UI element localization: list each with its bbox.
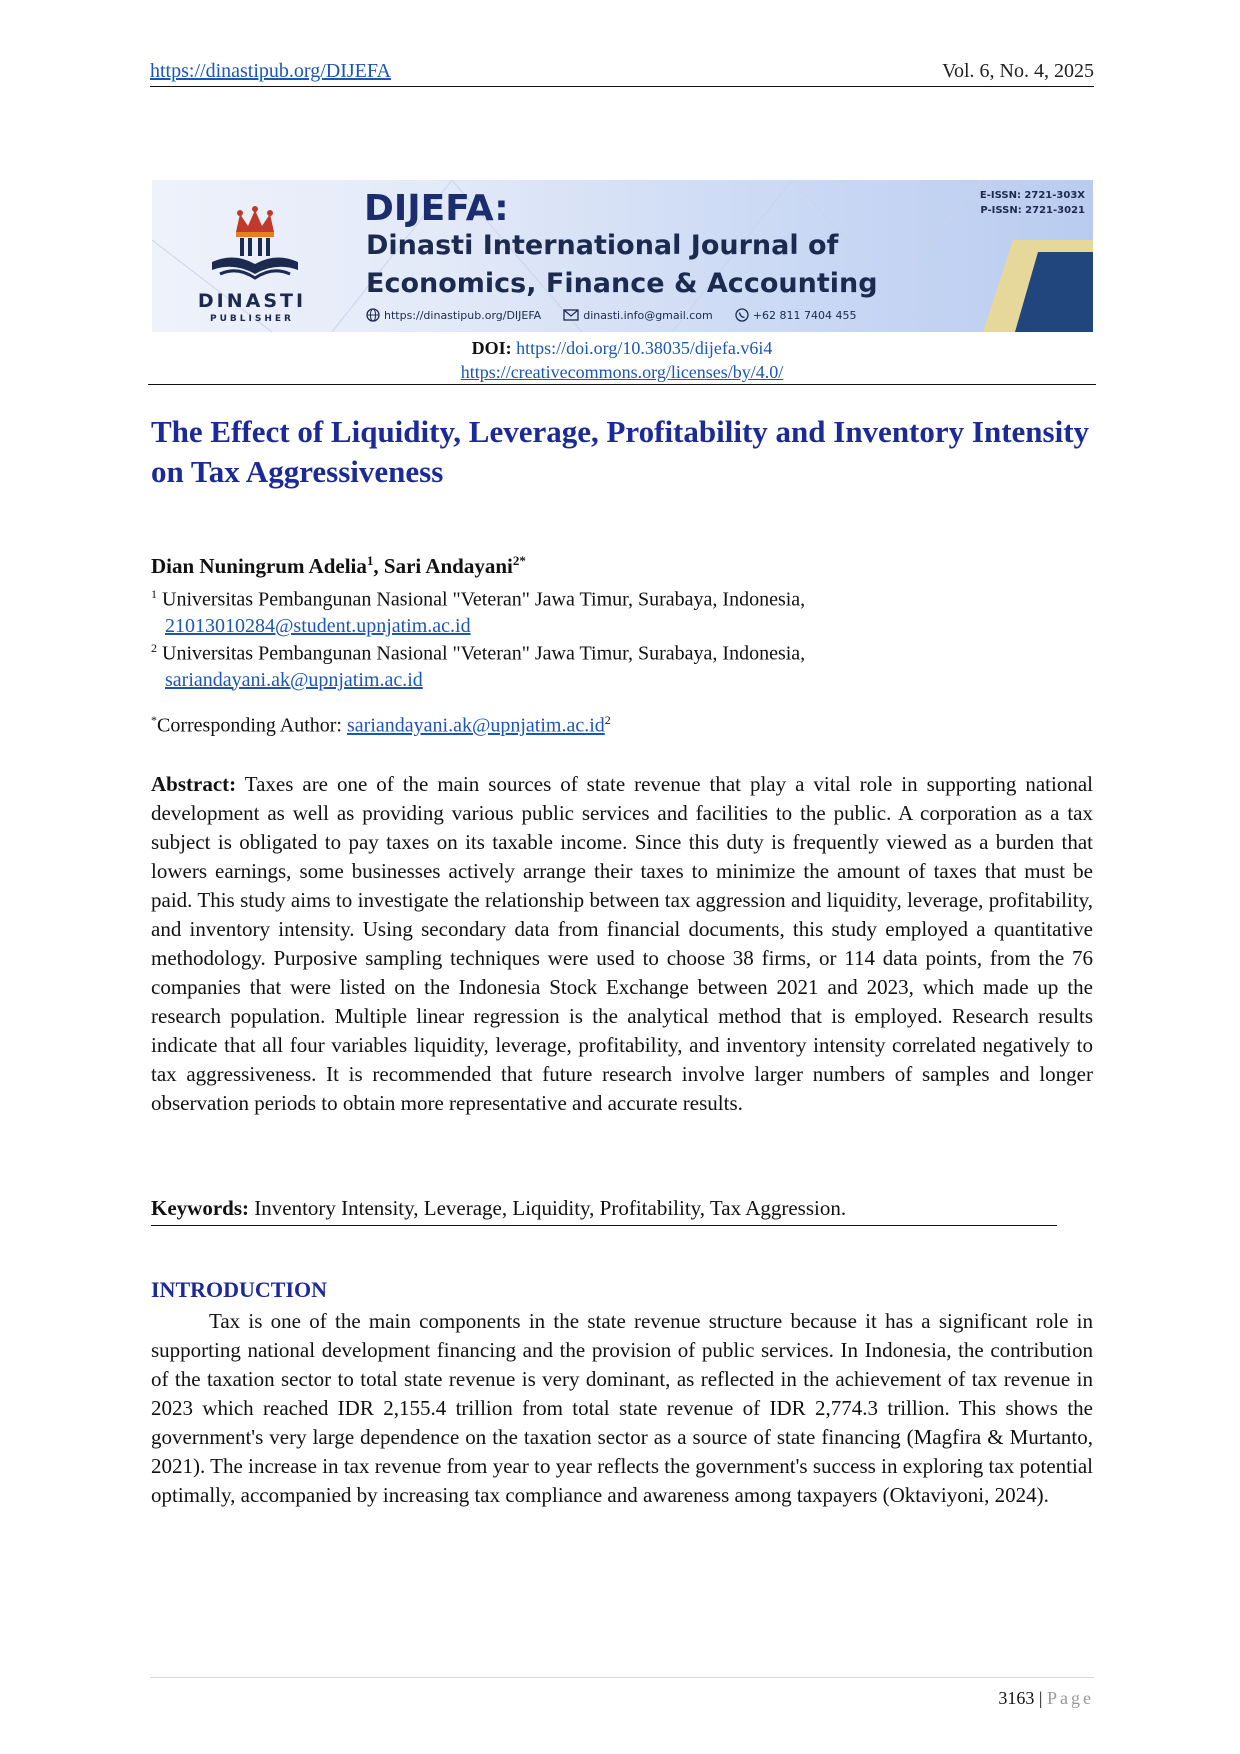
journal-abbreviation: DIJEFA: bbox=[364, 188, 509, 229]
license-link[interactable]: https://creativecommons.org/licenses/by/4.0/ bbox=[460, 362, 784, 382]
footer-separator: | bbox=[1034, 1688, 1047, 1708]
doi-label: DOI: bbox=[471, 338, 512, 358]
introduction-paragraph: Tax is one of the main components in the state revenue structure because it has a significant role in supporting national development financing and the provision of public services. In Indonesia, the contribution of the taxation sector to total state revenue is very dominant, as reflected in the achievement of tax revenue in 2023 which reached IDR 2,155.4 trillion from total state revenue of IDR 2,774.3 trillion. This shows the government's very large dependence on the taxation sector as a source of state financing (Magfira & Murtanto, 2021). The increase in tax revenue from year to year reflects the government's success in exploring tax potential optimally, accompanied by increasing tax compliance and awareness among taxpayers (Oktaviyoni, 2024). bbox=[151, 1309, 1093, 1507]
author-list bbox=[151, 553, 526, 579]
affiliation-1-text: Universitas Pembangunan Nasional "Veteran" Jawa Timur, Surabaya, Indonesia, bbox=[162, 588, 806, 611]
publisher-subtitle: PUBLISHER bbox=[210, 314, 294, 324]
globe-icon bbox=[366, 308, 380, 322]
pissn: P-ISSN: 2721-3021 bbox=[980, 205, 1085, 216]
page-footer bbox=[900, 1688, 1094, 1709]
author-separator: , bbox=[373, 554, 384, 578]
abstract-label: Abstract: bbox=[151, 772, 237, 796]
volume-info: Vol. 6, No. 4, 2025 bbox=[942, 60, 1094, 82]
phone-contact[interactable] bbox=[735, 308, 857, 322]
affiliation-2-email[interactable]: sariandayani.ak@upnjatim.ac.id bbox=[165, 668, 423, 691]
running-header bbox=[150, 58, 1094, 87]
keywords-label: Keywords: bbox=[151, 1196, 249, 1220]
page-label: Page bbox=[1047, 1688, 1094, 1708]
footer-divider bbox=[150, 1677, 1094, 1678]
email-contact[interactable] bbox=[563, 309, 713, 322]
corresponding-sup: 2 bbox=[604, 713, 611, 727]
affiliation-1-num: 1 bbox=[151, 587, 157, 601]
abstract-text: Taxes are one of the main sources of state revenue that play a vital role in supporting national development as well as providing various public services and facilities to the public. A corporation as a tax subject is obligated to pay taxes on its taxable income. Since this duty is frequently viewed as a burden that lowers earnings, some businesses actively arrange their taxes to minimize the amount of taxes that must be paid. This study aims to investigate the relationship between tax aggression and liquidity, leverage, profitability, and inventory intensity. Using secondary data from financial documents, this study employed a quantitative methodology. Purposive sampling techniques were used to choose 38 firms, or 114 data points, from the 76 companies that were listed on the Indonesia Stock Exchange between 2021 and 2023, which made up the research population. Multiple linear regression is the analytical method that is employed. Research results indicate that all four variables liquidity, leverage, profitability, and inventory intensity correlated negatively to tax aggressiveness. It is recommended that future research involve larger numbers of samples and longer observation periods to obtain more representative and accurate results. bbox=[151, 772, 1094, 1115]
keywords bbox=[151, 1196, 1057, 1226]
email-text: dinasti.info@gmail.com bbox=[583, 308, 713, 322]
eissn: E-ISSN: 2721-303X bbox=[979, 190, 1085, 201]
header-divider bbox=[148, 384, 1096, 385]
affiliation-1 bbox=[151, 581, 805, 639]
whatsapp-icon bbox=[735, 308, 749, 322]
introduction-heading: INTRODUCTION bbox=[151, 1277, 328, 1302]
author-2-sup: 2* bbox=[512, 553, 526, 568]
affiliation-2 bbox=[151, 635, 805, 693]
journal-url-link[interactable]: https://dinastipub.org/DIJEFA bbox=[150, 60, 391, 82]
corresponding-star: * bbox=[151, 713, 157, 727]
affiliation-2-num: 2 bbox=[151, 641, 157, 655]
journal-banner bbox=[152, 180, 1093, 332]
page-number: 3163 bbox=[998, 1688, 1035, 1708]
affiliation-2-text: Universitas Pembangunan Nasional "Veteran" Jawa Timur, Surabaya, Indonesia, bbox=[162, 642, 806, 665]
abstract bbox=[151, 770, 1093, 1118]
keywords-text: Inventory Intensity, Leverage, Liquidity, Profitability, Tax Aggression. bbox=[254, 1196, 847, 1220]
author-2-name: Sari Andayani bbox=[383, 554, 513, 578]
banner-decoration bbox=[963, 240, 1093, 332]
phone-text: +62 811 7404 455 bbox=[752, 308, 857, 322]
crown-book-icon bbox=[190, 204, 320, 290]
introduction-body bbox=[151, 1307, 1093, 1510]
corresponding-author bbox=[151, 713, 611, 738]
author-1-name: Dian Nuningrum Adelia bbox=[151, 554, 367, 578]
journal-name-line1: Dinasti International Journal of bbox=[366, 230, 839, 261]
website-contact[interactable] bbox=[366, 308, 541, 322]
paper-title: The Effect of Liquidity, Leverage, Profitability and Inventory Intensity on Tax Aggressiveness bbox=[151, 414, 1090, 489]
mail-icon bbox=[563, 309, 579, 321]
doi-block bbox=[150, 336, 1094, 384]
publisher-name: DINASTI bbox=[197, 290, 307, 312]
corresponding-email[interactable]: sariandayani.ak@upnjatim.ac.id bbox=[347, 714, 605, 737]
journal-name-line2: Economics, Finance & Accounting bbox=[366, 268, 878, 299]
affiliation-1-email[interactable]: 21013010284@student.upnjatim.ac.id bbox=[165, 614, 471, 637]
journal-contacts bbox=[366, 308, 856, 322]
author-1-sup: 1 bbox=[366, 553, 374, 568]
corresponding-label: Corresponding Author: bbox=[157, 714, 347, 737]
website-text: https://dinastipub.org/DIJEFA bbox=[384, 308, 542, 322]
doi-link[interactable]: https://doi.org/10.38035/dijefa.v6i4 bbox=[516, 338, 773, 358]
